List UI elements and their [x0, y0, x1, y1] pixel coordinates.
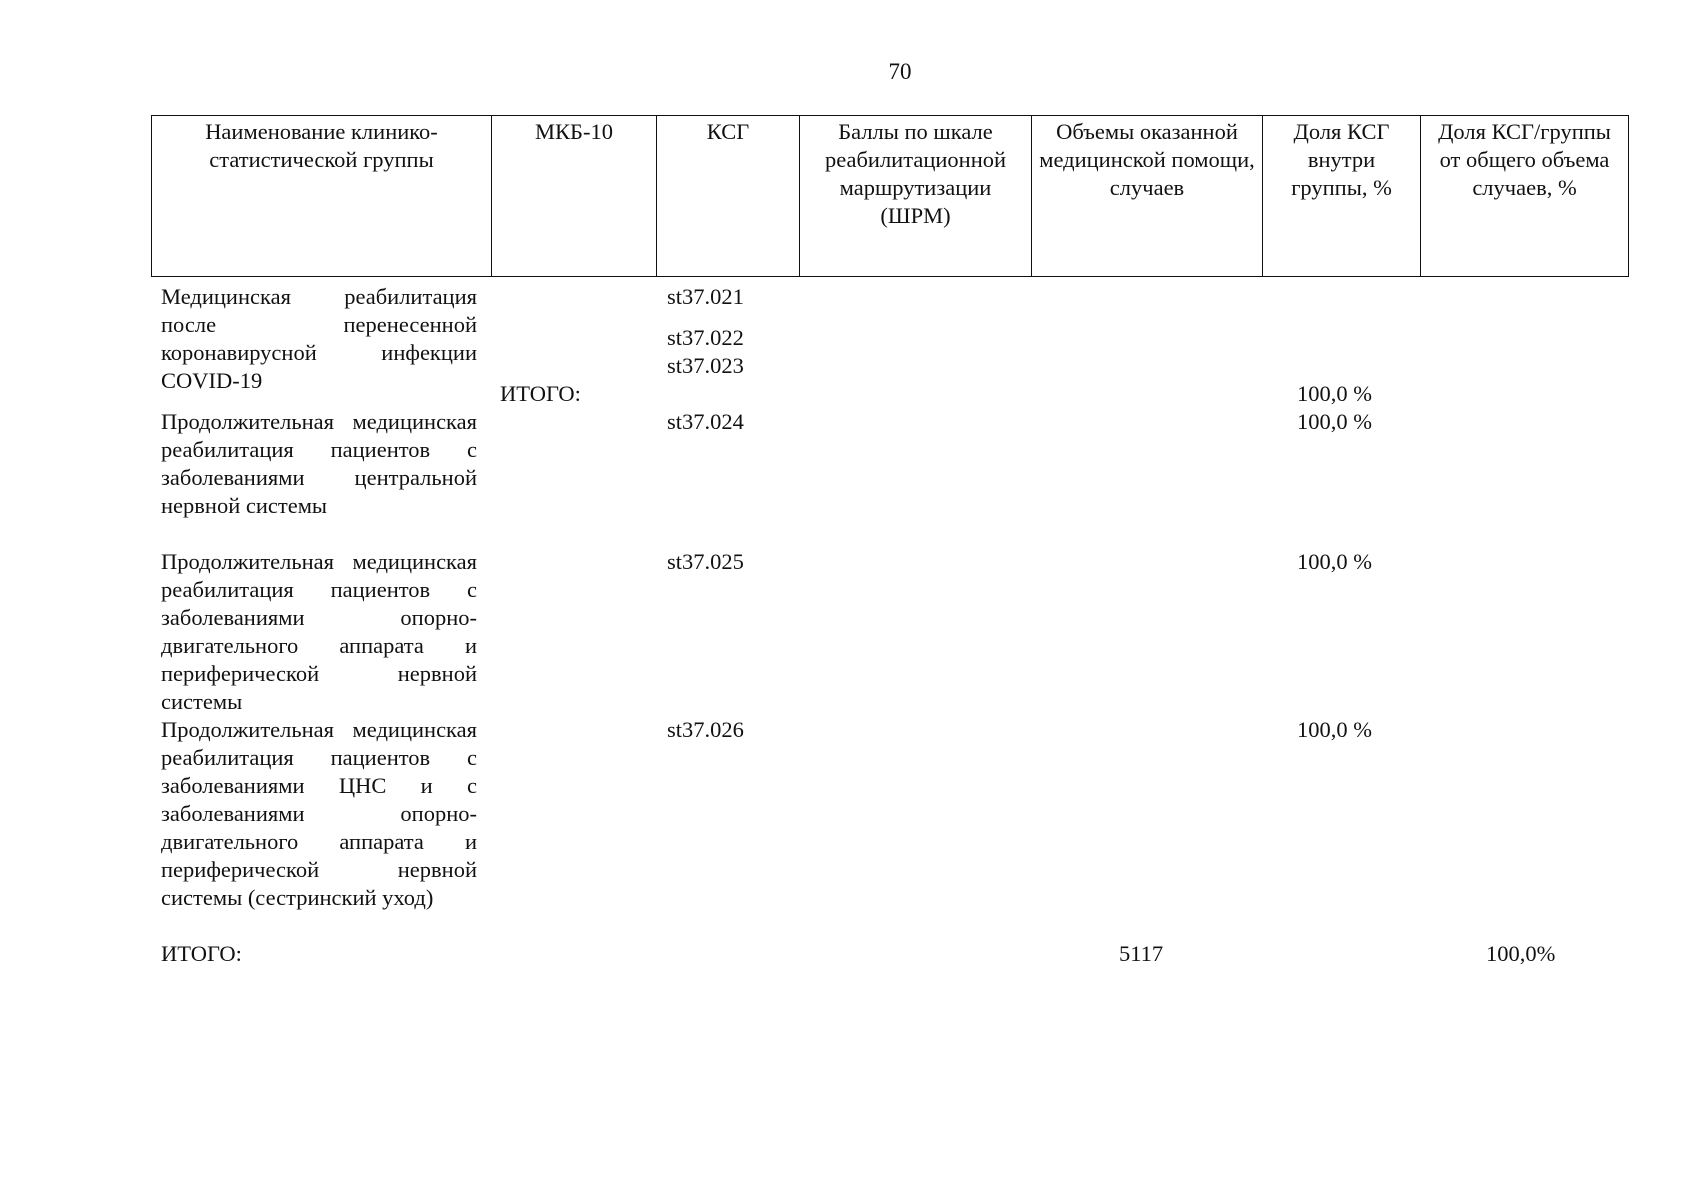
header-share-total: Доля КСГ/группы от общего объема случаев, % — [1421, 116, 1629, 277]
row-ksg-st37-022: st37.022 — [667, 325, 744, 350]
row-name-cns: Продолжительная медицинская реабилитация пациентов с заболеваниями центральной нервной системы — [161, 409, 477, 518]
header-shrm-score: Баллы по шкале реабилитационной маршрутизации (ШРМ) — [800, 116, 1032, 277]
header-share-within-group: Доля КСГ внутри группы, % — [1263, 116, 1421, 277]
total-volume: 5117 — [1119, 941, 1164, 966]
row-share-st37-026: 100,0 % — [1297, 717, 1372, 742]
row-ksg-st37-023: st37.023 — [667, 353, 744, 378]
header-volume: Объемы оказанной медицинской помощи, случаев — [1032, 116, 1263, 277]
table-header — [151, 115, 1629, 277]
page-number: 70 — [888, 59, 912, 84]
row-ksg-st37-024: st37.024 — [667, 409, 744, 434]
header-group-name: Наименование клинико-статистической группы — [152, 116, 492, 277]
row-ksg-st37-021: st37.021 — [667, 284, 744, 309]
header-mkb10: МКБ-10 — [492, 116, 657, 277]
row-ksg-st37-026: st37.026 — [667, 717, 744, 742]
row-name-musculoskeletal: Продолжительная медицинская реабилитация пациентов с заболеваниями опорно-двигательного аппарата и периферической нервной системы — [161, 549, 477, 714]
row-share-st37-025: 100,0 % — [1297, 549, 1372, 574]
total-share: 100,0% — [1486, 941, 1556, 966]
total-label: ИТОГО: — [161, 941, 242, 966]
row-share-st37-024: 100,0 % — [1297, 409, 1372, 434]
row-subtotal-label: ИТОГО: — [500, 381, 581, 406]
row-name-nursing-care: Продолжительная медицинская реабилитация пациентов с заболеваниями ЦНС и с заболеваниями опорно-двигательного аппарата и периферической нервной системы (сестринский уход) — [161, 717, 477, 910]
row-name-covid: Медицинская реабилитация после перенесенной коронавирусной инфекции COVID-19 — [161, 284, 477, 393]
row-ksg-st37-025: st37.025 — [667, 549, 744, 574]
row-subtotal-share: 100,0 % — [1297, 381, 1372, 406]
header-ksg: КСГ — [657, 116, 800, 277]
